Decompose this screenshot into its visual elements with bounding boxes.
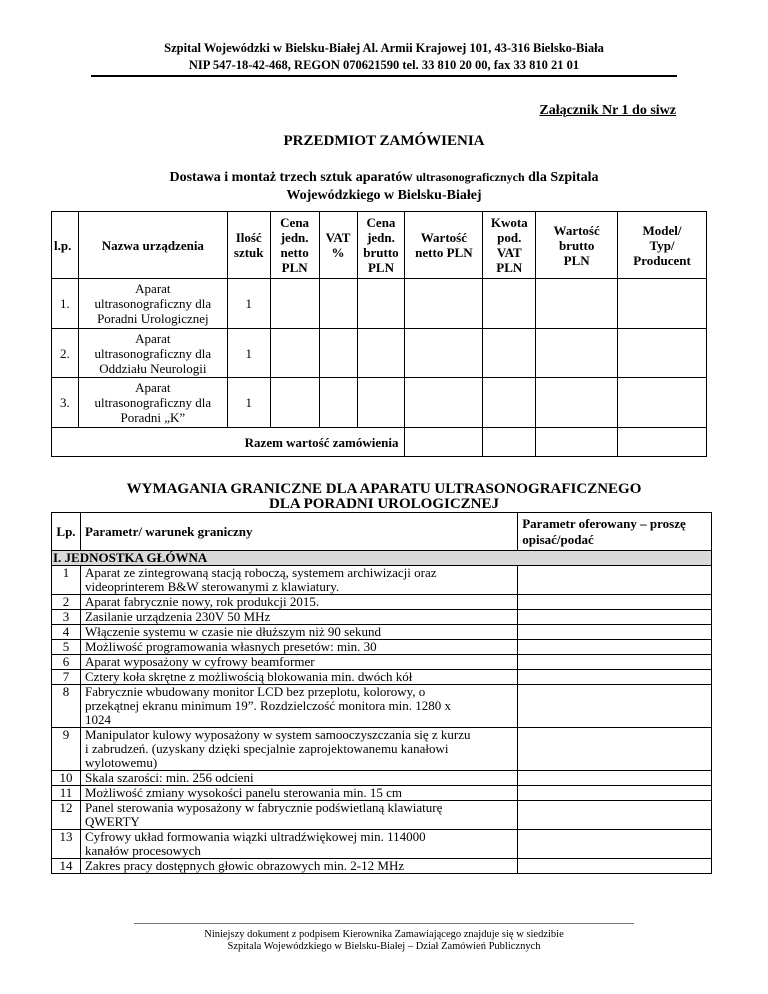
footer-divider <box>134 923 634 924</box>
row-text: Cztery koła skrętne z możliwością blokowania min. dwóch kół <box>80 670 517 685</box>
row-name: Aparat ultrasonograficzny dla Poradni Urologicznej <box>78 279 227 329</box>
table-row <box>52 610 712 625</box>
row-number: 14 <box>52 859 81 874</box>
row-text: Zakres pracy dostępnych głowic obrazowych min. 2-12 MHz <box>80 859 517 874</box>
row-lp: 2. <box>52 329 79 378</box>
offered-cell[interactable] <box>518 830 712 859</box>
cell-gross-value[interactable] <box>536 329 618 378</box>
row-text: Możliwość programowania własnych presetów: min. 30 <box>80 640 517 655</box>
table-row <box>52 859 712 874</box>
row-text: Fabrycznie wbudowany monitor LCD bez przeplotu, kolorowy, o przekątnej ekranu minimum 19”. Rozdzielczość monitora min. 1280 x 1024 <box>80 685 517 728</box>
col-header-qty: Ilość sztuk <box>227 212 270 279</box>
order-table-header <box>52 212 707 279</box>
col-header-vat-amount: Kwota pod. VAT PLN <box>483 212 536 279</box>
requirements-heading-1: WYMAGANIA GRANICZNE DLA APARATU ULTRASONOGRAFICZNEGO <box>126 481 642 497</box>
attachment-label: Załącznik Nr 1 do siwz <box>539 103 676 118</box>
row-number: 13 <box>52 830 81 859</box>
cell-total-vat[interactable] <box>483 428 536 457</box>
cell-vat[interactable] <box>319 378 357 428</box>
col-header-offered: Parametr oferowany – proszę opisać/podać <box>518 513 712 551</box>
footer-line-1: Niniejszy dokument z podpisem Kierownika Zamawiającego znajduje się w siedzibie <box>204 929 564 940</box>
row-text: Aparat wyposażony w cyfrowy beamformer <box>80 655 517 670</box>
row-text: Skala szarości: min. 256 odcieni <box>80 771 517 786</box>
order-table <box>51 211 707 457</box>
offered-cell[interactable] <box>518 685 712 728</box>
row-number: 5 <box>52 640 81 655</box>
footer-line-2: Szpitala Wojewódzkiego w Bielsku-Białej – Dział Zamówień Publicznych <box>227 941 541 952</box>
row-qty: 1 <box>227 329 270 378</box>
cell-unit-gross[interactable] <box>357 378 405 428</box>
row-text: Włączenie systemu w czasie nie dłuższym niż 90 sekund <box>80 625 517 640</box>
row-text: Aparat ze zintegrowaną stacją roboczą, systemem archiwizacji oraz videoprinterem B&W sterowanymi z klawiatury. <box>80 566 517 595</box>
row-number: 3 <box>52 610 81 625</box>
offered-cell[interactable] <box>518 640 712 655</box>
cell-gross-value[interactable] <box>536 378 618 428</box>
row-number: 6 <box>52 655 81 670</box>
row-name: Aparat ultrasonograficzny dla Poradni „K” <box>78 378 227 428</box>
requirements-header <box>52 513 712 551</box>
table-row <box>52 595 712 610</box>
table-row <box>52 655 712 670</box>
table-row <box>52 329 707 378</box>
cell-model[interactable] <box>618 279 707 329</box>
row-number: 7 <box>52 670 81 685</box>
col-header-gross-value: Wartość brutto PLN <box>536 212 618 279</box>
table-row <box>52 771 712 786</box>
cell-model[interactable] <box>618 378 707 428</box>
cell-total-gross[interactable] <box>536 428 618 457</box>
col-header-vat: VAT % <box>319 212 357 279</box>
row-number: 10 <box>52 771 81 786</box>
table-row <box>52 566 712 595</box>
col-header-lp: Lp. <box>52 513 81 551</box>
row-text: Aparat fabrycznie nowy, rok produkcji 2015. <box>80 595 517 610</box>
offered-cell[interactable] <box>518 670 712 685</box>
row-name: Aparat ultrasonograficzny dla Oddziału Neurologii <box>78 329 227 378</box>
cell-net-value[interactable] <box>405 329 483 378</box>
row-text: Manipulator kulowy wyposażony w system samooczyszczania się z kurzu i zabrudzeń. (uzyskany dzięki specjalnie zaprojektowanemu kanałowi wylotowemu) <box>80 728 517 771</box>
row-lp: 3. <box>52 378 79 428</box>
table-row <box>52 685 712 728</box>
offered-cell[interactable] <box>518 728 712 771</box>
row-number: 1 <box>52 566 81 595</box>
requirements-table <box>51 512 712 874</box>
col-header-lp: l.p. <box>52 212 79 279</box>
row-qty: 1 <box>227 378 270 428</box>
row-number: 2 <box>52 595 81 610</box>
cell-vat-amount[interactable] <box>483 378 536 428</box>
offered-cell[interactable] <box>518 655 712 670</box>
row-text: Cyfrowy układ formowania wiązki ultradźwiękowej min. 114000 kanałów procesowych <box>80 830 517 859</box>
cell-unit-net[interactable] <box>270 329 319 378</box>
offered-cell[interactable] <box>518 801 712 830</box>
subtitle-part-3: dla Szpitala <box>524 170 599 185</box>
table-row <box>52 625 712 640</box>
row-number: 4 <box>52 625 81 640</box>
requirements-heading-2: DLA PORADNI UROLOGICZNEJ <box>268 496 500 512</box>
row-qty: 1 <box>227 279 270 329</box>
cell-total-model <box>618 428 707 457</box>
cell-vat-amount[interactable] <box>483 279 536 329</box>
row-text: Panel sterowania wyposażony w fabrycznie podświetlaną klawiaturę QWERTY <box>80 801 517 830</box>
cell-vat[interactable] <box>319 279 357 329</box>
table-row <box>52 378 707 428</box>
row-number: 11 <box>52 786 81 801</box>
subtitle-part-2: ultrasonograficznych <box>415 170 525 184</box>
subtitle-part-1: Dostawa i montaż trzech sztuk aparatów <box>169 170 416 185</box>
col-header-unit-net: Cena jedn. netto PLN <box>270 212 319 279</box>
cell-net-value[interactable] <box>405 279 483 329</box>
cell-model[interactable] <box>618 329 707 378</box>
row-text: Możliwość zmiany wysokości panelu sterowania min. 15 cm <box>80 786 517 801</box>
cell-unit-gross[interactable] <box>357 279 405 329</box>
section-row <box>52 551 712 566</box>
header-line-1: Szpital Wojewódzki w Bielsku-Białej Al. Armii Krajowej 101, 43-316 Bielsko-Biała <box>164 41 604 55</box>
table-row <box>52 728 712 771</box>
table-row <box>52 279 707 329</box>
table-row <box>52 786 712 801</box>
offered-cell[interactable] <box>518 859 712 874</box>
table-row <box>52 801 712 830</box>
header-line-2: NIP 547-18-42-468, REGON 070621590 tel. 33 810 20 00, fax 33 810 21 01 <box>188 58 580 72</box>
row-lp: 1. <box>52 279 79 329</box>
cell-net-value[interactable] <box>405 378 483 428</box>
cell-unit-net[interactable] <box>270 279 319 329</box>
table-row <box>52 640 712 655</box>
col-header-unit-gross: Cena jedn. brutto PLN <box>357 212 405 279</box>
offered-cell[interactable] <box>518 771 712 786</box>
offered-cell[interactable] <box>518 595 712 610</box>
document-title: PRZEDMIOT ZAMÓWIENIA <box>283 133 485 149</box>
row-number: 12 <box>52 801 81 830</box>
cell-gross-value[interactable] <box>536 279 618 329</box>
row-text: Zasilanie urządzenia 230V 50 MHz <box>80 610 517 625</box>
row-number: 9 <box>52 728 81 771</box>
offered-cell[interactable] <box>518 566 712 595</box>
row-number: 8 <box>52 685 81 728</box>
col-header-net-value: Wartość netto PLN <box>405 212 483 279</box>
subtitle-line-2: Wojewódzkiego w Bielsku-Białej <box>286 188 482 203</box>
table-row <box>52 830 712 859</box>
table-row <box>52 670 712 685</box>
offered-cell[interactable] <box>518 610 712 625</box>
section-title: I. JEDNOSTKA GŁÓWNA <box>52 551 712 566</box>
total-row <box>52 428 707 457</box>
header-divider <box>91 75 677 77</box>
col-header-model: Model/ Typ/ Producent <box>618 212 707 279</box>
cell-vat-amount[interactable] <box>483 329 536 378</box>
cell-unit-gross[interactable] <box>357 329 405 378</box>
total-label: Razem wartość zamówienia <box>52 428 405 457</box>
cell-unit-net[interactable] <box>270 378 319 428</box>
offered-cell[interactable] <box>518 786 712 801</box>
col-header-name: Nazwa urządzenia <box>78 212 227 279</box>
offered-cell[interactable] <box>518 625 712 640</box>
document-subtitle <box>100 168 668 205</box>
cell-total-net[interactable] <box>405 428 483 457</box>
col-header-param: Parametr/ warunek graniczny <box>80 513 517 551</box>
cell-vat[interactable] <box>319 329 357 378</box>
